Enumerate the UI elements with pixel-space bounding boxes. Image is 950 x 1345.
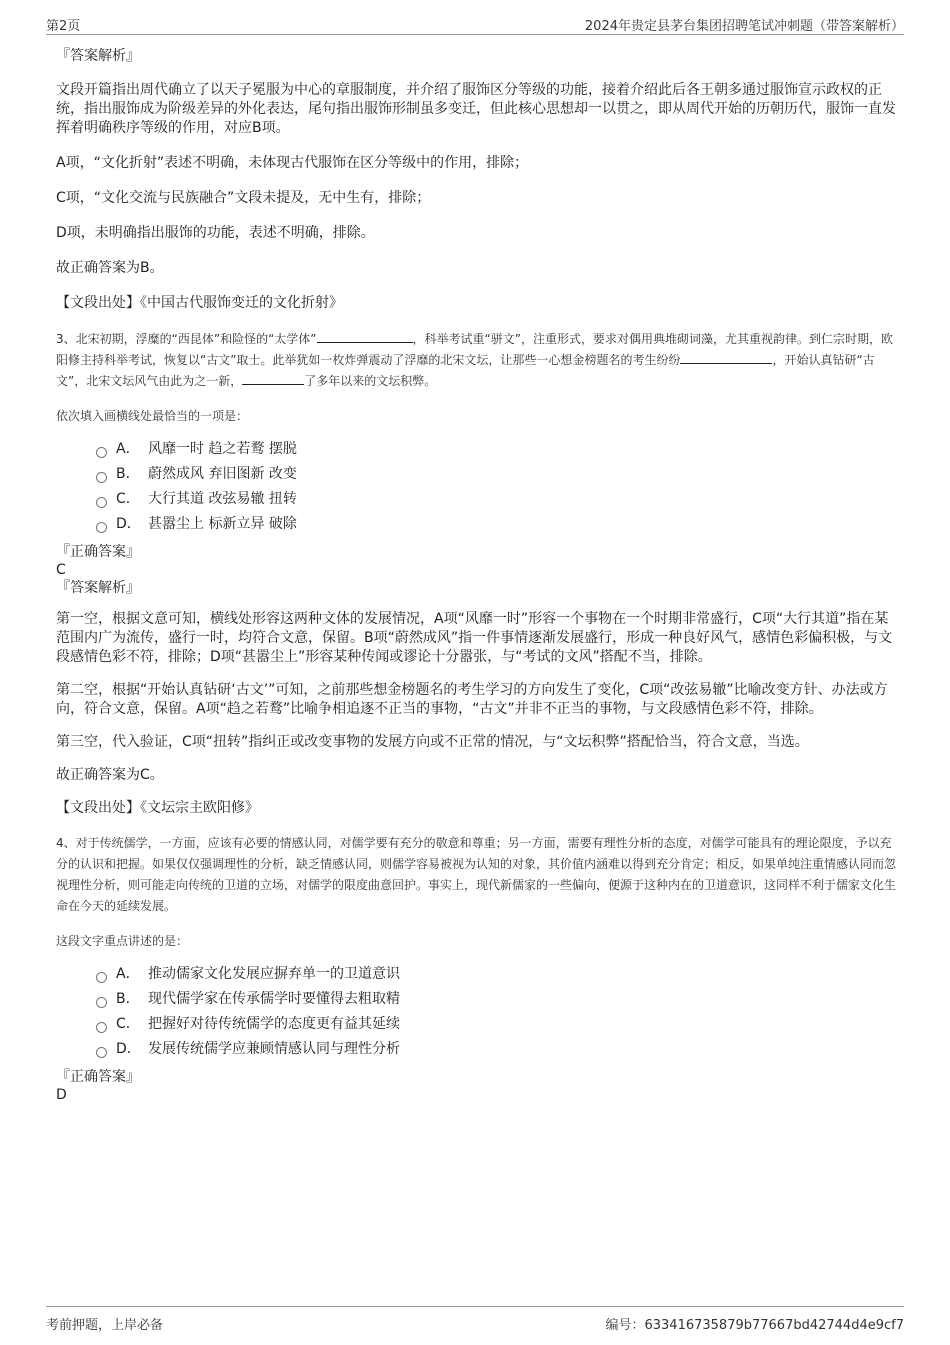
q3-option-c[interactable]: C． 大行其道 改弦易辙 扭转 bbox=[96, 487, 896, 512]
radio-icon[interactable] bbox=[96, 497, 107, 508]
radio-icon[interactable] bbox=[96, 1022, 107, 1033]
radio-icon[interactable] bbox=[96, 447, 107, 458]
page-number: 第2页 bbox=[46, 19, 81, 34]
footer-serial-number: 编号：633416735879b77667bd42744d4e9cf7 bbox=[605, 1318, 904, 1333]
q2-source: 【文段出处】《中国古代服饰变迁的文化折射》 bbox=[56, 295, 343, 311]
q3-analysis-para-3: 第三空，代入验证，C项“扭转”指纠正或改变事物的发展方向或不正常的情况，与“文坛积弊”搭配恰当，符合文意，当选。 bbox=[56, 734, 809, 750]
page-footer bbox=[46, 1306, 904, 1337]
q3-source: 【文段出处】《文坛宗主欧阳修》 bbox=[56, 800, 259, 816]
q4-answer: D bbox=[56, 1087, 67, 1103]
blank-2 bbox=[680, 351, 772, 364]
q3-conclusion: 故正确答案为C。 bbox=[56, 767, 164, 783]
q3-answer-label: 『正确答案』 bbox=[56, 544, 140, 560]
radio-icon[interactable] bbox=[96, 1047, 107, 1058]
q3-option-a[interactable]: A． 风靡一时 趋之若鹜 摆脱 bbox=[96, 437, 896, 462]
page-header bbox=[46, 12, 904, 35]
q2-analysis-para-1: 文段开篇指出周代确立了以天子冕服为中心的章服制度，并介绍了服饰区分等级的功能，接着介绍此后各王朝多通过服饰宣示政权的正统，指出服饰成为阶级差异的外化表达，尾句指出服饰形制虽多变迁，但此核心思想却一以贯之，即从周代开始的历朝历代，服饰一直发挥着明确秩序等级的作用，对应B项。 bbox=[56, 82, 896, 136]
q4-option-c[interactable]: C． 把握好对待传统儒学的态度更有益其延续 bbox=[96, 1012, 896, 1037]
page-content bbox=[56, 44, 896, 1104]
q3-answer: C bbox=[56, 562, 66, 578]
q3-option-b[interactable]: B． 蔚然成风 弃旧图新 改变 bbox=[96, 462, 896, 487]
q3-prompt: 依次填入画横线处最恰当的一项是： bbox=[56, 409, 249, 423]
q2-analysis-para-2: A项，“文化折射”表述不明确，未体现古代服饰在区分等级中的作用，排除； bbox=[56, 155, 529, 171]
q4-prompt: 这段文字重点讲述的是： bbox=[56, 934, 189, 948]
blank-1 bbox=[317, 330, 413, 343]
q3-options bbox=[96, 437, 896, 537]
document-title: 2024年贵定县茅台集团招聘笔试冲刺题（带答案解析） bbox=[584, 19, 904, 34]
q2-analysis-para-3: C项，“文化交流与民族融合”文段未提及，无中生有，排除； bbox=[56, 190, 431, 206]
radio-icon[interactable] bbox=[96, 522, 107, 533]
q2-conclusion: 故正确答案为B。 bbox=[56, 260, 164, 276]
radio-icon[interactable] bbox=[96, 997, 107, 1008]
q3-analysis-para-1: 第一空，根据文意可知，横线处形容这两种文体的发展情况，A项“风靡一时”形容一个事物在一个时期非常盛行，C项“大行其道”指在某范围内广为流传，盛行一时，均符合文意，保留。B项“蔚然成风”指一件事情逐渐发展盛行，形成一种良好风气，感情色彩偏积极，与文段感情色彩不符，排除；D项“甚嚣尘上”形容某种传闻或谬论十分嚣张，与“考试的文风”搭配不当，排除。 bbox=[56, 611, 893, 665]
footer-slogan: 考前押题，上岸必备 bbox=[46, 1318, 164, 1333]
q3-option-d[interactable]: D． 甚嚣尘上 标新立异 破除 bbox=[96, 512, 896, 537]
q2-analysis-para-4: D项，未明确指出服饰的功能，表述不明确，排除。 bbox=[56, 225, 375, 241]
q4-option-d[interactable]: D． 发展传统儒学应兼顾情感认同与理性分析 bbox=[96, 1037, 896, 1062]
q4-stem: 4、对于传统儒学，一方面，应该有必要的情感认同，对儒学要有充分的敬意和尊重；另一方面，需要有理性分析的态度，对儒学可能具有的理论限度，予以充分的认识和把握。如果仅仅强调理性的分析，缺乏情感认同，则儒学容易被视为认知的对象，其价值内涵难以得到充分肯定；相反，如果单纯注重情感认同而忽视理性分析，则可能走向传统的卫道的立场，对儒学的限度曲意回护。事实上，现代新儒家的一些偏向，便源于这种内在的卫道意识，这同样不利于儒家文化生命在今天的延续发展。 bbox=[56, 836, 897, 913]
q4-option-a[interactable]: A． 推动儒家文化发展应摒弃单一的卫道意识 bbox=[96, 962, 896, 987]
q3-analysis-para-2: 第二空，根据“开始认真钻研‘古文’”可知，之前那些想金榜题名的考生学习的方向发生了变化，C项“改弦易辙”比喻改变方针、办法或方向，符合文意，保留。A项“趋之若鹜”比喻争相追逐不正当的事物，“古文”并非不正当的事物，与文段感情色彩不符，排除。 bbox=[56, 682, 888, 717]
q4-options bbox=[96, 962, 896, 1062]
blank-3 bbox=[242, 372, 304, 385]
q4-option-b[interactable]: B． 现代儒学家在传承儒学时要懂得去粗取精 bbox=[96, 987, 896, 1012]
q3-stem: 3、北宋初期，浮糜的“西昆体”和险怪的“太学体” ，科举考试重“骈文”，注重形式，要求对偶用典堆砌词藻，尤其重视韵律。到仁宗时期，欧阳修主持科举考试，恢复以“古文”取士。此举犹如一枚炸弹震动了浮靡的北宋文坛，让那些一心想金榜题名的考生纷纷 ，开始认真钻研“古文”，北宋文坛风气由此为之一新， 了多年以来的文坛积弊。 bbox=[56, 332, 893, 388]
q3-analysis-label: 『答案解析』 bbox=[56, 580, 140, 596]
q2-analysis-label: 『答案解析』 bbox=[56, 48, 140, 64]
q4-answer-label: 『正确答案』 bbox=[56, 1069, 140, 1085]
radio-icon[interactable] bbox=[96, 972, 107, 983]
radio-icon[interactable] bbox=[96, 472, 107, 483]
